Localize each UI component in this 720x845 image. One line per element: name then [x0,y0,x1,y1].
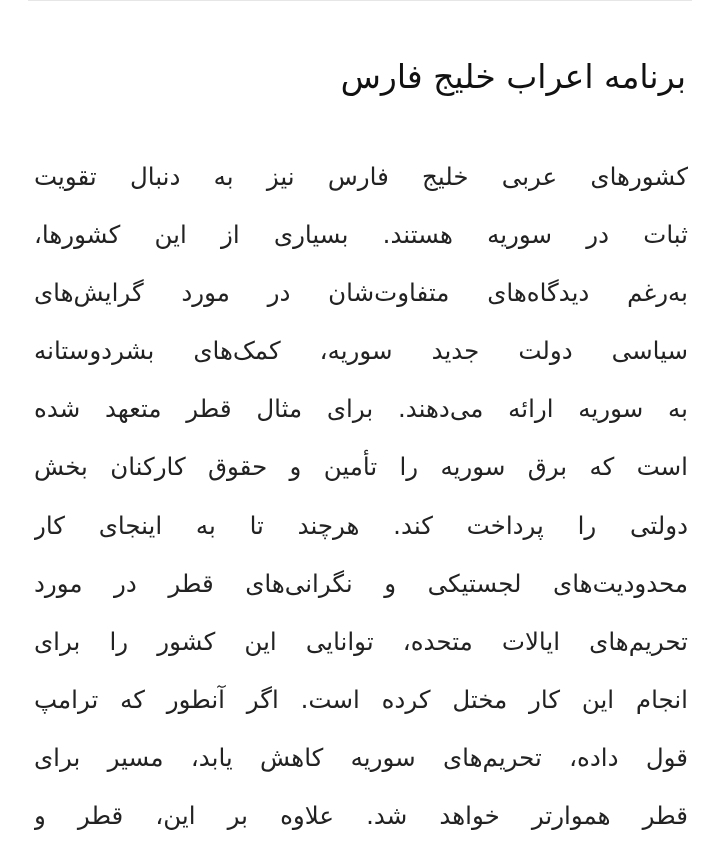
article-line: انجام این کار مختل کرده است. اگر آنطور که ترامپ [34,684,688,714]
article-body [34,148,688,845]
article-line: است که برق سوریه را تأمین و حقوق کارکنان بخش [34,452,688,482]
article-line: به سوریه ارائه می‌دهند. برای مثال قطر متعهد شده [34,394,688,424]
article-line: سیاسی دولت جدید سوریه، کمک‌های بشردوستانه [34,336,688,366]
article-line: ثبات در سوریه هستند. بسیاری از این کشورها، [34,220,688,250]
top-divider [28,0,692,1]
article-line: به‌رغم دیدگاه‌های متفاوت‌شان در مورد گرایش‌های [34,278,688,308]
article-line: دولتی را پرداخت کند. هرچند تا به اینجای کار [34,510,688,540]
article-line: تحریم‌های ایالات متحده، توانایی این کشور را برای [34,626,688,656]
article-line: قطر هموارتر خواهد شد. علاوه بر این، قطر و [34,801,688,831]
article-line: قول داده، تحریم‌های سوریه کاهش یابد، مسیر برای [34,742,688,772]
article-line: کشورهای عربی خلیج فارس نیز به دنبال تقویت [34,162,688,191]
article-heading: برنامه اعراب خلیج فارس [340,57,686,96]
article-line: محدودیت‌های لجستیکی و نگرانی‌های قطر در مورد [34,568,688,598]
